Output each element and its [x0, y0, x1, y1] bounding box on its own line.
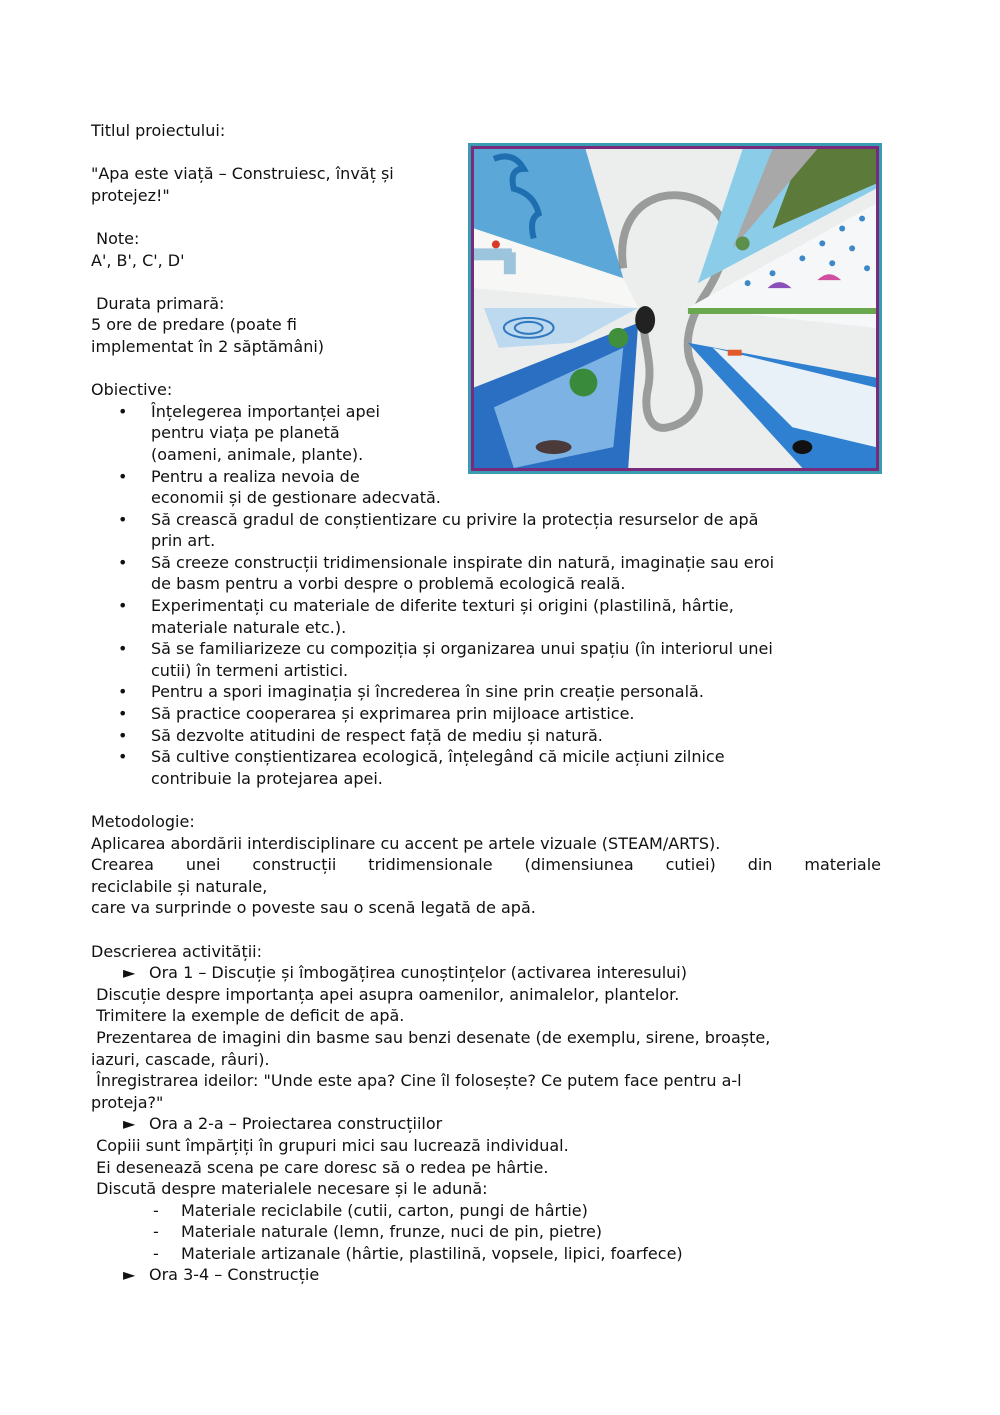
methodology-line-1: Aplicarea abordării interdisciplinare cu accent pe artele vizuale (STEAM/ARTS).	[91, 833, 721, 853]
activity-label: Descrierea activității:	[91, 941, 262, 961]
objective-line: Să cultive conștientizarea ecologică, înțelegând că micile acțiuni zilnice	[151, 747, 725, 767]
objective-line: economii și de gestionare adecvată.	[151, 488, 441, 508]
bullet-icon: •	[118, 401, 128, 421]
faucet-flower	[492, 240, 500, 248]
faucet-spout	[504, 252, 516, 274]
materials-item	[91, 1243, 881, 1265]
materials-item	[91, 1200, 881, 1222]
objective-line: Înțelegerea importanței apei	[151, 401, 380, 421]
dash-marker: -	[153, 1200, 159, 1220]
bullet-icon: •	[118, 747, 128, 767]
objective-line: Experimentați cu materiale de diferite texturi și origini (plastilină, hârtie,	[151, 596, 734, 616]
artwork-figure	[468, 143, 882, 474]
objective-line: contribuie la protejarea apei.	[151, 768, 383, 788]
hour-1-line: Prezentarea de imagini din basme sau benzi desenate (de exemplu, sirene, broaște,	[91, 1027, 771, 1047]
materials-item-text: Materiale reciclabile (cutii, carton, pungi de hârtie)	[181, 1200, 588, 1220]
turtle	[736, 236, 750, 250]
tree	[570, 369, 598, 397]
objective-item	[91, 746, 881, 789]
triangle-right-icon: ►	[123, 963, 136, 983]
objective-line: (oameni, animale, plante).	[151, 444, 364, 464]
artwork-image	[471, 146, 879, 471]
project-title-line-2: protejez!"	[91, 185, 170, 205]
bullet-icon: •	[118, 704, 128, 724]
duration-line-1: 5 ore de predare (poate fi	[91, 315, 297, 335]
objective-item	[91, 681, 881, 703]
bullet-icon: •	[118, 596, 128, 616]
hour-1-line: proteja?"	[91, 1092, 164, 1112]
project-title-line-1: "Apa este viață – Construiesc, învăț și	[91, 164, 394, 184]
hour-1-heading	[91, 962, 881, 984]
objective-line: prin art.	[151, 531, 216, 551]
bullet-icon: •	[118, 639, 128, 659]
bullet-icon: •	[118, 509, 128, 529]
hour-2-text	[91, 1135, 881, 1200]
grass	[688, 308, 876, 314]
objective-line: materiale naturale etc.).	[151, 617, 347, 637]
tree-small	[608, 328, 628, 348]
objective-item	[91, 725, 881, 747]
methodology-line-2: Crearea unei construcții tridimensionale (dimensiunea cutiei) din materiale	[91, 855, 881, 875]
duration-line-2: implementat în 2 săptămâni)	[91, 336, 325, 356]
materials-list	[91, 1200, 881, 1265]
duration-label: Durata primară:	[91, 293, 225, 313]
objective-line: Pentru a realiza nevoia de	[151, 466, 360, 486]
hour-2-title: Ora a 2-a – Proiectarea construcțiilor	[149, 1114, 443, 1134]
materials-item-text: Materiale naturale (lemn, frunze, nuci de pin, pietre)	[181, 1222, 603, 1242]
notes-value: A', B', C', D'	[91, 250, 185, 270]
hour-1-line: Trimitere la exemple de deficit de apă.	[91, 1006, 405, 1026]
objective-line: de basm pentru a vorbi despre o problemă ecologică reală.	[151, 574, 626, 594]
bullet-icon: •	[118, 466, 128, 486]
hour-34-heading	[91, 1264, 881, 1286]
methodology-label: Metodologie:	[91, 812, 195, 831]
objective-item	[91, 595, 881, 638]
bullet-icon: •	[118, 682, 128, 702]
objective-item	[91, 552, 881, 595]
objective-line: pentru viața pe planetă	[151, 423, 340, 443]
hour-34-title: Ora 3-4 – Construcție	[149, 1265, 320, 1285]
spacer	[91, 789, 881, 811]
objective-line: Să crească gradul de conștientizare cu privire la protecția resurselor de apă	[151, 509, 759, 529]
objective-line: Să dezvolte atitudini de respect față de mediu și natură.	[151, 725, 603, 745]
hour-1-title: Ora 1 – Discuție și îmbogățirea cunoștințelor (activarea interesului)	[149, 963, 687, 983]
materials-item	[91, 1221, 881, 1243]
hour-1-line: iazuri, cascade, râuri).	[91, 1049, 270, 1069]
boat	[536, 440, 572, 454]
fox	[728, 350, 742, 356]
hour-2-line: Ei desenează scena pe care doresc să o redea pe hârtie.	[91, 1157, 549, 1177]
methodology-line-4: care va surprinde o poveste sau o scenă legată de apă.	[91, 898, 536, 918]
bullet-icon: •	[118, 725, 128, 745]
duration-value	[91, 314, 456, 357]
objective-line: Să practice cooperarea și exprimarea prin mijloace artistice.	[151, 704, 635, 724]
ear-canal	[635, 306, 655, 334]
notes-label: Note:	[91, 228, 140, 248]
objective-item	[91, 509, 881, 552]
spacer	[91, 919, 881, 941]
hour-2-line: Discută despre materialele necesare și le adună:	[91, 1179, 488, 1199]
hour-1-text	[91, 984, 881, 1114]
materials-item-text: Materiale artizanale (hârtie, plastilină, vopsele, lipici, foarfece)	[181, 1243, 683, 1263]
objective-line: Pentru a spori imaginația și încrederea în sine prin creație personală.	[151, 682, 704, 702]
objectives-label: Obiective:	[91, 380, 173, 400]
methodology-line-3: reciclabile și naturale,	[91, 876, 268, 896]
objective-line: Să creeze construcții tridimensionale inspirate din natură, imaginație sau eroi	[151, 552, 775, 572]
project-title	[91, 163, 456, 206]
triangle-right-icon: ►	[123, 1114, 136, 1134]
hour-1-line: Înregistrarea ideilor: "Unde este apa? Cine îl folosește? Ce putem face pentru a-l	[91, 1071, 742, 1091]
project-title-label: Titlul proiectului:	[91, 121, 226, 140]
dash-marker: -	[153, 1243, 159, 1263]
triangle-right-icon: ►	[123, 1265, 136, 1285]
hour-1-line: Discuție despre importanța apei asupra oamenilor, animalelor, plantelor.	[91, 984, 680, 1004]
objective-item	[91, 638, 881, 681]
objective-line: cutii) în termeni artistici.	[151, 660, 349, 680]
artwork-illustration	[474, 149, 876, 468]
objective-item	[91, 703, 881, 725]
bullet-icon: •	[118, 552, 128, 572]
dash-marker: -	[153, 1222, 159, 1242]
fish	[792, 440, 812, 454]
objective-line: Să se familiarizeze cu compoziția și organizarea unui spațiu (în interiorul unei	[151, 639, 773, 659]
hour-2-line: Copiii sunt împărțiți în grupuri mici sau lucrează individual.	[91, 1135, 569, 1155]
hour-2-heading	[91, 1113, 881, 1135]
